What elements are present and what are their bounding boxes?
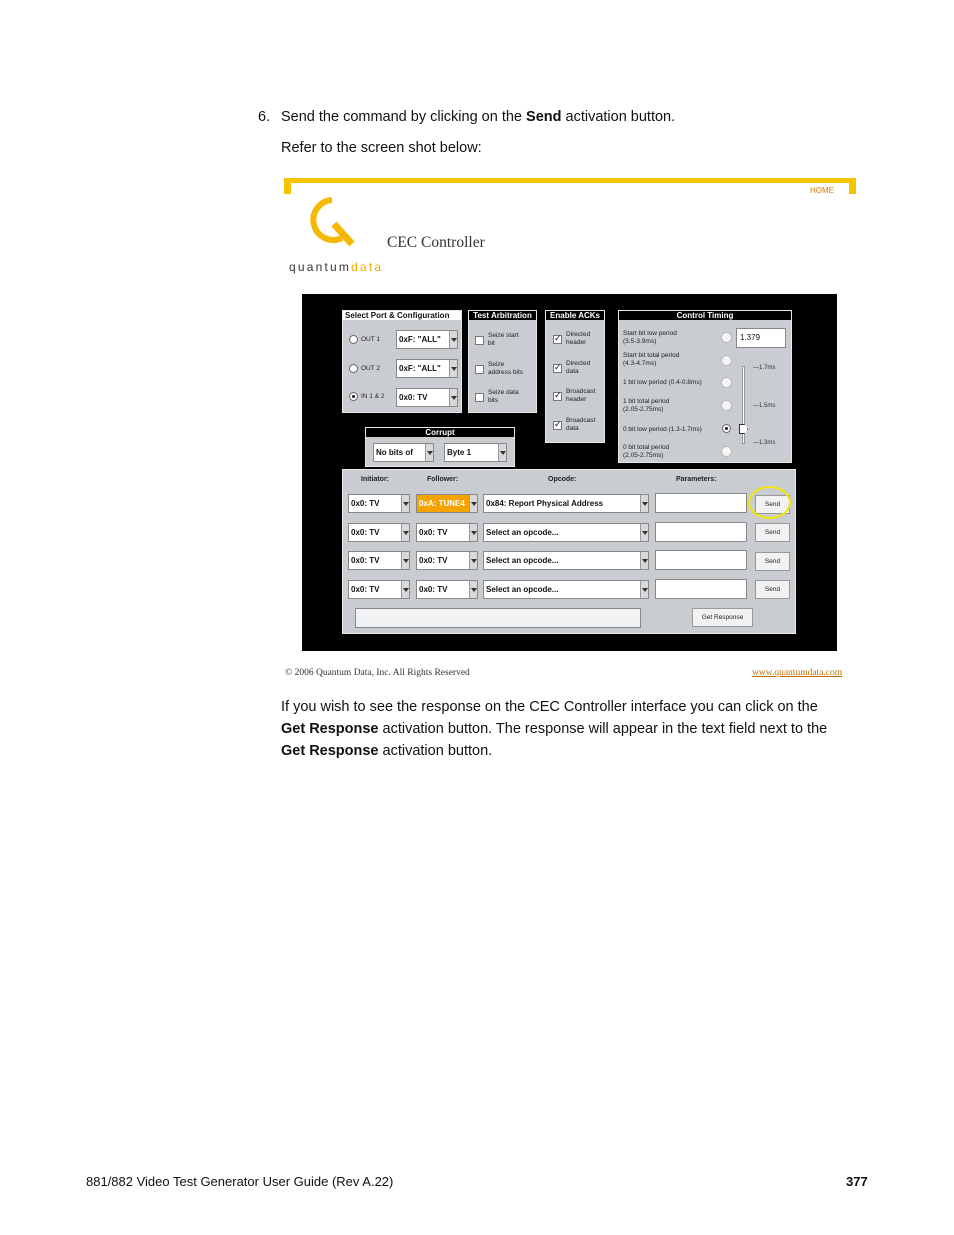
row4-parameters-input[interactable] <box>655 579 747 599</box>
row3-opcode-select[interactable]: Select an opcode... <box>483 551 649 570</box>
corrupt-title: Corrupt <box>366 428 514 437</box>
out2-select[interactable]: 0xF: "ALL" <box>396 359 458 378</box>
quantum-q-logo-icon <box>306 196 358 248</box>
opcode-header: Opcode: <box>548 476 577 483</box>
row2-opcode-select[interactable]: Select an opcode... <box>483 523 649 542</box>
chevron-down-icon <box>401 581 409 598</box>
para-bold-1: Get Response <box>281 721 379 737</box>
home-link[interactable]: HOME <box>810 186 834 195</box>
seize-address-label: Seize address bits <box>488 361 524 376</box>
copyright: © 2006 Quantum Data, Inc. All Rights Reserved <box>285 668 470 678</box>
select-port-title: Select Port & Configuration <box>343 311 461 320</box>
in12-label: IN 1 & 2 <box>361 393 385 400</box>
page-number: 377 <box>846 1174 868 1189</box>
seize-start-checkbox[interactable] <box>475 336 484 345</box>
refer-text: Refer to the screen shot below: <box>281 140 482 156</box>
chevron-down-icon <box>640 581 648 598</box>
directed-data-checkbox[interactable] <box>553 364 562 373</box>
out2-label: OUT 2 <box>361 365 381 372</box>
logo-wordmark <box>289 260 383 274</box>
chevron-down-icon <box>469 581 477 598</box>
chevron-down-icon <box>449 331 457 348</box>
initiator-header: Initiator: <box>361 476 389 483</box>
footer-title: 881/882 Video Test Generator User Guide (Rev A.22) <box>86 1174 394 1189</box>
timing-label-5: 0 bit low period (1.3-1.7ms) <box>623 426 702 433</box>
chevron-down-icon <box>640 495 648 512</box>
seize-address-checkbox[interactable] <box>475 365 484 374</box>
row3-parameters-input[interactable] <box>655 550 747 570</box>
para-text-3: activation button. <box>378 743 493 759</box>
step-number: 6. <box>258 109 271 125</box>
chevron-down-icon <box>401 524 409 541</box>
timing-value-input[interactable]: 1.379 <box>736 328 786 348</box>
seize-data-label: Seize data bits <box>488 389 519 404</box>
out1-label: OUT 1 <box>361 336 381 343</box>
chevron-down-icon <box>498 444 506 461</box>
out2-radio[interactable] <box>349 364 358 373</box>
chevron-down-icon <box>401 495 409 512</box>
row1-opcode-select[interactable]: 0x84: Report Physical Address <box>483 494 649 513</box>
step-bold: Send <box>526 109 562 125</box>
broadcast-data-label: Broadcast data <box>566 417 596 432</box>
seize-start-label: Seize start bit <box>488 332 519 347</box>
row2-parameters-input[interactable] <box>655 522 747 542</box>
response-paragraph <box>281 696 881 762</box>
chevron-down-icon <box>640 552 648 569</box>
broadcast-data-checkbox[interactable] <box>553 421 562 430</box>
follower-header: Follower: <box>427 476 459 483</box>
row4-opcode-select[interactable]: Select an opcode... <box>483 580 649 599</box>
broadcast-header-checkbox[interactable] <box>553 392 562 401</box>
app-title: CEC Controller <box>387 234 485 251</box>
timing-label-6: 0 bit total period (2.05-2.75ms) <box>623 444 670 459</box>
chevron-down-icon <box>469 524 477 541</box>
row1-parameters-input[interactable] <box>655 493 747 513</box>
logo-word-b: data <box>351 260 384 274</box>
para-bold-2: Get Response <box>281 743 379 759</box>
row2-send-button[interactable]: Send <box>755 523 790 542</box>
broadcast-header-label: Broadcast header <box>566 388 596 403</box>
row2-initiator-select[interactable]: 0x0: TV <box>348 523 410 542</box>
chevron-down-icon <box>640 524 648 541</box>
parameters-header: Parameters: <box>676 476 717 483</box>
step-text <box>281 106 675 128</box>
para-text-1: If you wish to see the response on the CEC Controller interface you can click on the <box>281 699 818 715</box>
response-field[interactable] <box>355 608 641 628</box>
chevron-down-icon <box>469 495 477 512</box>
row3-send-button[interactable]: Send <box>755 552 790 571</box>
corrupt-bits-select[interactable]: No bits of <box>373 443 434 462</box>
corrupt-byte-select[interactable]: Byte 1 <box>444 443 507 462</box>
timing-radio-5[interactable] <box>722 424 731 433</box>
directed-header-checkbox[interactable] <box>553 335 562 344</box>
chevron-down-icon <box>401 552 409 569</box>
seize-data-checkbox[interactable] <box>475 393 484 402</box>
row1-send-button[interactable]: Send <box>755 495 790 514</box>
row2-follower-select[interactable]: 0x0: TV <box>416 523 478 542</box>
tick-2: —1.5ms <box>753 403 776 409</box>
control-timing-title: Control Timing <box>619 311 791 320</box>
row3-initiator-select[interactable]: 0x0: TV <box>348 551 410 570</box>
step-text-before: Send the command by clicking on the <box>281 109 527 125</box>
get-response-button[interactable]: Get Response <box>692 608 753 627</box>
timing-radio-4[interactable] <box>722 401 731 410</box>
directed-data-label: Directed data <box>566 360 591 375</box>
timing-label-2: Start bit total period (4.3-4.7ms) <box>623 352 680 367</box>
timing-label-3: 1 bit low period (0.4-0.8ms) <box>623 379 702 386</box>
directed-header-label: Directed header <box>566 331 591 346</box>
send-annotation-circle <box>748 486 791 519</box>
out1-radio[interactable] <box>349 335 358 344</box>
in12-select[interactable]: 0x0: TV <box>396 388 458 407</box>
timing-radio-6[interactable] <box>722 447 731 456</box>
row1-initiator-select[interactable]: 0x0: TV <box>348 494 410 513</box>
timing-label-4: 1 bit total period (2.05-2.75ms) <box>623 398 670 413</box>
row4-initiator-select[interactable]: 0x0: TV <box>348 580 410 599</box>
chevron-down-icon <box>449 360 457 377</box>
enable-acks-title: Enable ACKs <box>546 311 604 320</box>
header-bar-right <box>849 178 856 194</box>
chevron-down-icon <box>449 389 457 406</box>
row1-follower-select[interactable]: 0xA: TUNE4 <box>416 494 478 513</box>
header-bar-left <box>284 178 291 194</box>
in12-radio[interactable] <box>349 392 358 401</box>
timing-radio-3[interactable] <box>722 378 731 387</box>
tick-1: —1.7ms <box>753 365 776 371</box>
row4-follower-select[interactable]: 0x0: TV <box>416 580 478 599</box>
chevron-down-icon <box>425 444 433 461</box>
out1-select[interactable]: 0xF: "ALL" <box>396 330 458 349</box>
timing-radio-1[interactable] <box>722 333 731 342</box>
tick-3: —1.3ms <box>753 440 776 446</box>
header-bar <box>284 178 856 183</box>
row3-follower-select[interactable]: 0x0: TV <box>416 551 478 570</box>
logo-word-a: quantum <box>289 260 352 274</box>
chevron-down-icon <box>469 552 477 569</box>
website-link[interactable]: www.quantumdata.com <box>752 668 843 678</box>
row4-send-button[interactable]: Send <box>755 580 790 599</box>
test-arbitration-title: Test Arbitration <box>469 311 536 320</box>
timing-label-1: Start bit low period (3.5-3.9ms) <box>623 330 677 345</box>
para-text-2: activation button. The response will appear in the text field next to the <box>378 721 828 737</box>
timing-radio-2[interactable] <box>722 356 731 365</box>
step-text-after: activation button. <box>561 109 676 125</box>
